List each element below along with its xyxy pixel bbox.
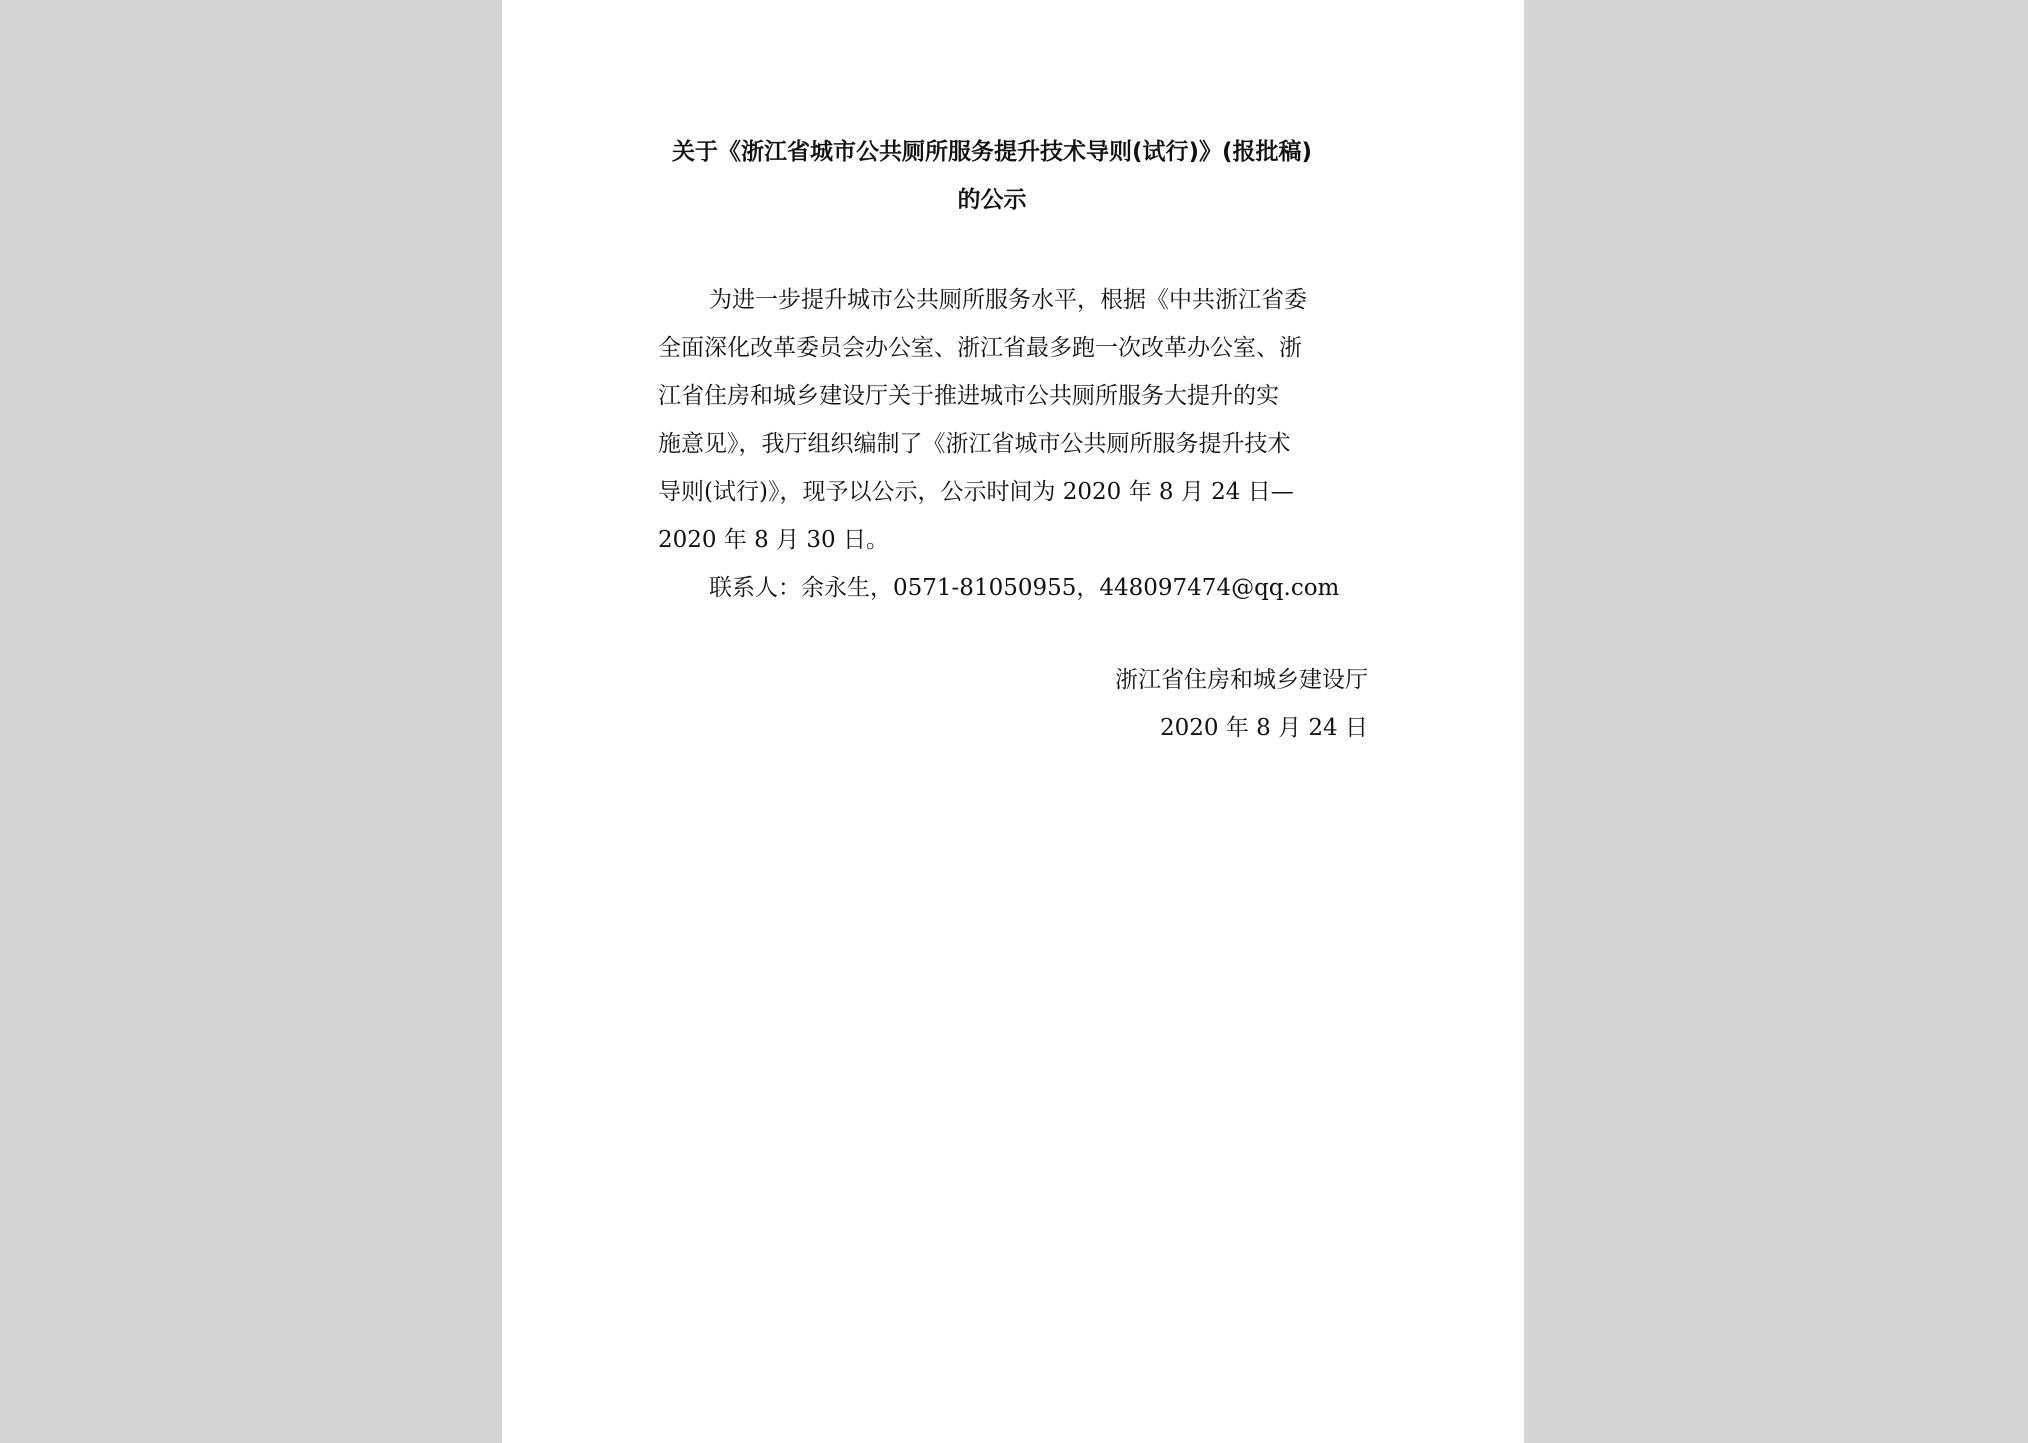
body-line: 2020 年 8 月 30 日。 [658, 527, 889, 553]
document-title-line-1: 关于《浙江省城市公共厕所服务提升技术导则(试行)》(报批稿) [671, 139, 1313, 165]
contact-line: 联系人：余永生，0571-81050955，448097474@qq.com [709, 575, 1340, 601]
signature-date: 2020 年 8 月 24 日 [1160, 715, 1368, 741]
signature-organization: 浙江省住房和城乡建设厅 [1115, 667, 1368, 693]
document-title-line-2: 的公示 [957, 187, 1027, 213]
document-body [658, 276, 1370, 612]
body-line: 导则(试行)》，现予以公示，公示时间为 2020 年 8 月 24 日— [658, 479, 1294, 505]
body-line: 全面深化改革委员会办公室、浙江省最多跑一次改革办公室、浙 [658, 335, 1302, 361]
document-page [502, 0, 1524, 1443]
body-line: 江省住房和城乡建设厅关于推进城市公共厕所服务大提升的实 [658, 383, 1279, 409]
body-line: 施意见》，我厅组织编制了《浙江省城市公共厕所服务提升技术 [658, 431, 1291, 457]
body-line: 为进一步提升城市公共厕所服务水平，根据《中共浙江省委 [709, 287, 1307, 313]
